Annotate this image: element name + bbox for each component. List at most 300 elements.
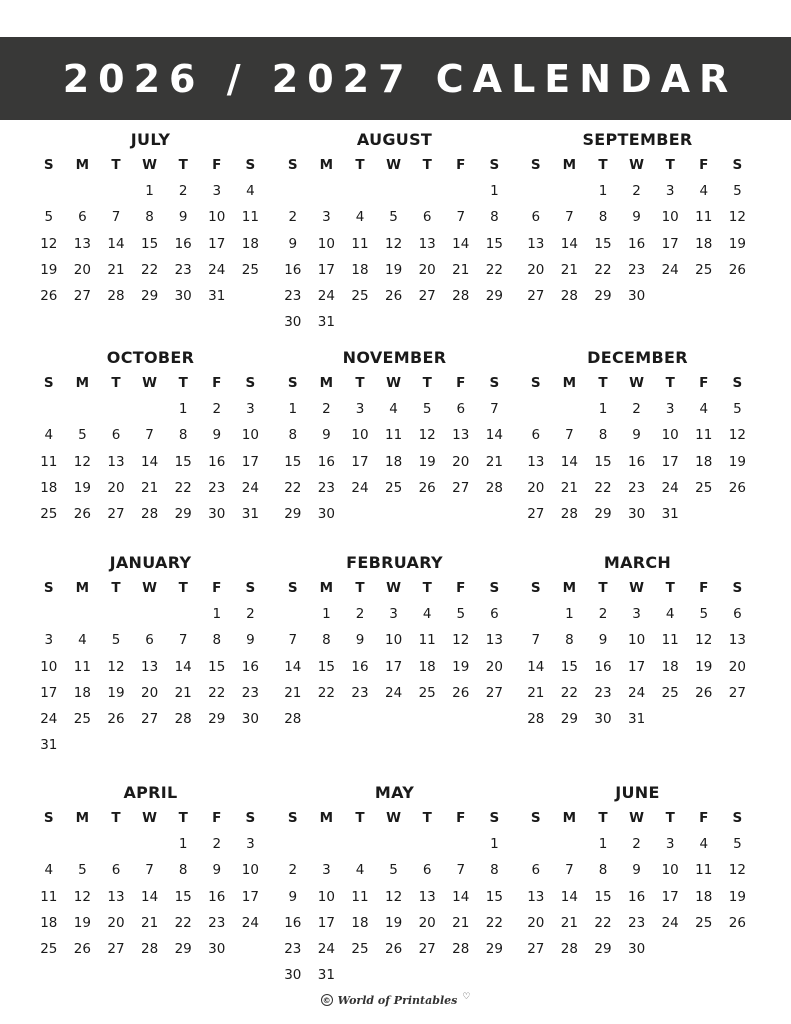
day-number: 23 — [284, 941, 302, 958]
day-number: 2 — [288, 209, 298, 226]
weekday-header: S — [489, 580, 500, 597]
day-number: 9 — [178, 209, 188, 226]
day-number: 29 — [140, 288, 159, 305]
day-number: 3 — [632, 606, 641, 623]
month-name: FEBRUARY — [346, 553, 443, 572]
day-number: 29 — [485, 941, 503, 958]
weekday-header: T — [178, 375, 188, 392]
empty-day — [99, 831, 133, 857]
day-number: 10 — [241, 862, 259, 879]
day-number: 28 — [140, 506, 159, 523]
day-number: 14 — [140, 453, 159, 470]
day-number: 23 — [284, 288, 302, 305]
weekday-header: S — [530, 810, 541, 827]
day-number: 27 — [728, 684, 746, 701]
weekday-header: W — [629, 375, 645, 392]
day-number: 6 — [422, 209, 432, 226]
day-number: 17 — [661, 235, 679, 252]
day-number: 4 — [355, 862, 365, 879]
day-number: 7 — [145, 427, 154, 444]
month-name: APRIL — [123, 783, 178, 802]
empty-day — [32, 601, 66, 627]
day-number: 24 — [317, 288, 335, 305]
day-number: 30 — [174, 288, 192, 305]
month-name: AUGUST — [356, 130, 433, 149]
day-number: 5 — [389, 862, 398, 879]
day-number: 1 — [490, 836, 499, 853]
day-number: 25 — [695, 914, 713, 931]
day-number: 17 — [40, 684, 58, 701]
month-name: SEPTEMBER — [582, 130, 693, 149]
day-number: 18 — [40, 479, 58, 496]
empty-day — [166, 601, 200, 627]
empty-day — [99, 178, 133, 204]
day-number: 17 — [241, 888, 259, 905]
day-number: 24 — [661, 479, 679, 496]
empty-day — [99, 601, 133, 627]
day-number: 6 — [422, 862, 432, 879]
day-number: 1 — [288, 401, 298, 418]
day-number: 7 — [490, 401, 499, 418]
day-number: 30 — [317, 506, 335, 523]
day-number: 29 — [560, 711, 578, 728]
day-number: 15 — [208, 658, 226, 675]
day-number: 15 — [594, 453, 612, 470]
empty-day — [444, 831, 478, 857]
day-number: 18 — [241, 235, 259, 252]
day-number: 25 — [241, 261, 259, 278]
day-number: 12 — [73, 453, 91, 470]
day-number: 10 — [351, 427, 369, 444]
month-name: JULY — [130, 130, 171, 149]
empty-day — [343, 831, 377, 857]
weekday-header: T — [598, 810, 608, 827]
day-number: 2 — [212, 836, 222, 853]
weekday-header: T — [665, 580, 675, 597]
day-number: 22 — [284, 479, 302, 496]
weekday-header: M — [319, 810, 334, 827]
day-number: 20 — [73, 261, 91, 278]
day-number: 22 — [174, 914, 192, 931]
day-number: 10 — [384, 632, 403, 649]
day-number: 12 — [384, 235, 403, 252]
day-number: 22 — [174, 479, 192, 496]
day-number: 3 — [246, 836, 255, 853]
day-number: 5 — [733, 836, 742, 853]
empty-day — [310, 178, 344, 204]
day-number: 2 — [178, 183, 188, 200]
weekday-header: T — [111, 580, 121, 597]
day-number: 28 — [452, 941, 470, 958]
day-number: 20 — [140, 684, 159, 701]
brand-name: World of Printables — [337, 993, 458, 1007]
day-number: 19 — [73, 479, 91, 496]
day-number: 26 — [695, 684, 713, 701]
day-number: 28 — [560, 288, 578, 305]
day-number: 31 — [317, 967, 335, 984]
weekday-header: T — [355, 157, 365, 174]
day-number: 14 — [140, 888, 159, 905]
day-number: 25 — [40, 506, 58, 523]
day-number: 18 — [661, 658, 679, 675]
day-number: 15 — [140, 235, 159, 252]
day-number: 20 — [452, 453, 470, 470]
day-number: 26 — [73, 941, 91, 958]
day-number: 27 — [107, 506, 125, 523]
month-name: MARCH — [603, 553, 672, 572]
day-number: 26 — [728, 914, 746, 931]
day-number: 19 — [73, 914, 91, 931]
page-title: 2026 / 2027 CALENDAR — [62, 56, 738, 101]
weekday-header: T — [111, 810, 121, 827]
day-number: 16 — [594, 658, 612, 675]
day-number: 11 — [351, 888, 369, 905]
day-number: 26 — [40, 288, 58, 305]
day-number: 31 — [317, 314, 335, 331]
day-number: 15 — [560, 658, 578, 675]
day-number: 6 — [111, 427, 121, 444]
weekday-header: S — [43, 810, 54, 827]
month-april — [32, 781, 269, 962]
day-number: 20 — [107, 479, 125, 496]
day-number: 1 — [598, 836, 608, 853]
day-grid — [32, 152, 269, 309]
day-number: 28 — [107, 288, 125, 305]
day-number: 30 — [627, 506, 646, 523]
day-number: 6 — [78, 209, 87, 226]
day-number: 27 — [452, 479, 470, 496]
day-number: 31 — [661, 506, 679, 523]
weekday-header: M — [75, 375, 90, 392]
day-number: 3 — [44, 632, 54, 649]
day-number: 7 — [565, 209, 574, 226]
weekday-header: F — [456, 375, 466, 392]
day-number: 31 — [627, 711, 646, 728]
empty-day — [343, 178, 377, 204]
day-number: 11 — [351, 235, 369, 252]
day-number: 4 — [44, 862, 54, 879]
day-number: 21 — [140, 479, 159, 496]
day-number: 7 — [456, 209, 466, 226]
day-number: 21 — [452, 261, 470, 278]
weekday-header: S — [287, 157, 298, 174]
day-number: 24 — [40, 711, 58, 728]
weekday-header: F — [456, 580, 466, 597]
weekday-header: M — [75, 810, 90, 827]
day-number: 11 — [661, 632, 679, 649]
weekday-header: T — [665, 375, 675, 392]
day-number: 26 — [418, 479, 436, 496]
day-number: 27 — [418, 941, 436, 958]
day-number: 19 — [728, 453, 746, 470]
day-number: 24 — [241, 479, 259, 496]
day-number: 23 — [317, 479, 335, 496]
day-number: 1 — [598, 183, 608, 200]
day-number: 25 — [351, 288, 369, 305]
day-number: 30 — [284, 967, 302, 984]
day-number: 8 — [598, 862, 608, 879]
weekday-header: S — [732, 580, 743, 597]
day-number: 14 — [452, 235, 470, 252]
day-number: 11 — [695, 209, 713, 226]
empty-day — [519, 396, 553, 422]
day-number: 27 — [73, 288, 91, 305]
empty-day — [66, 601, 100, 627]
day-number: 10 — [627, 632, 646, 649]
day-grid — [519, 575, 756, 732]
day-number: 4 — [422, 606, 432, 623]
day-number: 21 — [560, 261, 578, 278]
day-number: 25 — [418, 684, 436, 701]
day-number: 20 — [485, 658, 503, 675]
day-number: 1 — [490, 183, 499, 200]
day-number: 11 — [73, 658, 91, 675]
day-number: 23 — [627, 914, 646, 931]
weekday-header: S — [489, 375, 500, 392]
day-number: 7 — [565, 862, 574, 879]
day-number: 17 — [627, 658, 646, 675]
month-name: JUNE — [615, 783, 660, 802]
weekday-header: T — [422, 810, 432, 827]
day-number: 8 — [565, 632, 574, 649]
day-number: 17 — [317, 914, 335, 931]
day-number: 31 — [40, 737, 58, 754]
day-number: 2 — [246, 606, 255, 623]
day-number: 24 — [627, 684, 646, 701]
day-number: 26 — [452, 684, 470, 701]
day-number: 27 — [418, 288, 436, 305]
day-number: 2 — [212, 401, 222, 418]
day-number: 18 — [695, 235, 713, 252]
day-number: 31 — [241, 506, 259, 523]
empty-day — [377, 831, 411, 857]
weekday-header: M — [319, 157, 334, 174]
day-number: 9 — [246, 632, 255, 649]
day-number: 25 — [695, 479, 713, 496]
day-number: 13 — [485, 632, 503, 649]
weekday-header: W — [142, 375, 158, 392]
day-number: 24 — [241, 914, 259, 931]
weekday-header: T — [598, 375, 608, 392]
weekday-header: W — [386, 157, 402, 174]
empty-day — [133, 831, 167, 857]
footer — [0, 990, 791, 1010]
day-number: 15 — [594, 235, 612, 252]
weekday-header: W — [386, 580, 402, 597]
weekday-header: W — [629, 580, 645, 597]
day-number: 4 — [246, 183, 255, 200]
month-name: NOVEMBER — [342, 348, 447, 367]
day-number: 11 — [384, 427, 403, 444]
day-number: 10 — [241, 427, 259, 444]
weekday-header: S — [245, 375, 256, 392]
day-number: 6 — [531, 427, 541, 444]
day-number: 19 — [107, 684, 125, 701]
empty-day — [133, 396, 167, 422]
day-number: 31 — [208, 288, 226, 305]
day-number: 8 — [178, 862, 188, 879]
day-number: 19 — [40, 261, 58, 278]
day-number: 24 — [317, 941, 335, 958]
month-name: OCTOBER — [106, 348, 195, 367]
day-number: 18 — [695, 453, 713, 470]
day-number: 23 — [594, 684, 612, 701]
empty-day — [276, 601, 310, 627]
empty-day — [276, 178, 310, 204]
day-number: 9 — [212, 862, 222, 879]
weekday-header: T — [422, 580, 432, 597]
day-number: 19 — [728, 888, 746, 905]
day-number: 30 — [241, 711, 259, 728]
weekday-header: T — [111, 157, 121, 174]
day-number: 8 — [288, 427, 298, 444]
day-number: 17 — [241, 453, 259, 470]
day-number: 12 — [695, 632, 713, 649]
day-number: 5 — [78, 862, 87, 879]
day-number: 1 — [145, 183, 154, 200]
day-number: 16 — [627, 235, 646, 252]
weekday-header: W — [142, 810, 158, 827]
day-number: 7 — [531, 632, 541, 649]
month-december — [519, 346, 756, 527]
day-number: 12 — [728, 862, 746, 879]
day-number: 13 — [527, 453, 545, 470]
empty-day — [66, 831, 100, 857]
day-number: 24 — [384, 684, 403, 701]
weekday-header: S — [43, 157, 54, 174]
empty-day — [410, 831, 444, 857]
weekday-header: S — [287, 580, 298, 597]
month-february — [276, 551, 513, 732]
day-grid — [276, 575, 513, 732]
weekday-header: T — [665, 157, 675, 174]
day-number: 29 — [284, 506, 302, 523]
day-number: 16 — [284, 914, 302, 931]
day-number: 19 — [452, 658, 470, 675]
day-number: 13 — [107, 453, 125, 470]
day-number: 10 — [40, 658, 58, 675]
day-number: 18 — [351, 914, 369, 931]
day-number: 21 — [107, 261, 125, 278]
day-number: 3 — [665, 401, 675, 418]
weekday-header: W — [629, 157, 645, 174]
day-number: 28 — [140, 941, 159, 958]
day-number: 4 — [355, 209, 365, 226]
day-number: 9 — [288, 235, 298, 252]
day-number: 29 — [594, 506, 612, 523]
day-number: 8 — [145, 209, 154, 226]
day-number: 23 — [241, 684, 259, 701]
day-number: 26 — [107, 711, 125, 728]
day-number: 26 — [728, 479, 746, 496]
day-number: 21 — [452, 914, 470, 931]
day-number: 21 — [174, 684, 192, 701]
weekday-header: M — [319, 580, 334, 597]
day-number: 12 — [40, 235, 58, 252]
day-number: 8 — [490, 862, 499, 879]
day-number: 10 — [661, 862, 679, 879]
day-number: 12 — [728, 427, 746, 444]
day-number: 12 — [384, 888, 403, 905]
day-number: 2 — [632, 401, 641, 418]
day-number: 3 — [355, 401, 365, 418]
day-number: 19 — [728, 235, 746, 252]
day-number: 25 — [40, 941, 58, 958]
day-number: 9 — [322, 427, 331, 444]
day-number: 6 — [145, 632, 154, 649]
empty-day — [310, 831, 344, 857]
day-number: 22 — [485, 914, 503, 931]
day-number: 28 — [174, 711, 192, 728]
day-number: 5 — [78, 427, 87, 444]
day-number: 24 — [661, 261, 679, 278]
weekday-header: F — [212, 375, 222, 392]
weekday-header: T — [355, 375, 365, 392]
day-number: 8 — [322, 632, 331, 649]
day-number: 29 — [174, 506, 192, 523]
day-number: 20 — [418, 261, 436, 278]
weekday-header: M — [562, 375, 577, 392]
day-number: 1 — [212, 606, 222, 623]
weekday-header: T — [665, 810, 675, 827]
day-number: 13 — [527, 235, 545, 252]
weekday-header: S — [489, 157, 500, 174]
day-number: 16 — [284, 261, 302, 278]
day-number: 18 — [351, 261, 369, 278]
weekday-header: S — [732, 157, 743, 174]
empty-day — [444, 178, 478, 204]
day-number: 30 — [594, 711, 612, 728]
weekday-header: T — [355, 810, 365, 827]
day-number: 18 — [384, 453, 403, 470]
empty-day — [32, 178, 66, 204]
day-number: 5 — [44, 209, 54, 226]
day-number: 28 — [284, 711, 302, 728]
day-number: 7 — [145, 862, 154, 879]
day-number: 7 — [111, 209, 121, 226]
empty-day — [133, 601, 167, 627]
day-number: 15 — [317, 658, 335, 675]
day-number: 21 — [485, 453, 503, 470]
day-number: 20 — [418, 914, 436, 931]
day-number: 20 — [728, 658, 746, 675]
empty-day — [553, 396, 587, 422]
weekday-header: F — [212, 157, 222, 174]
empty-day — [553, 178, 587, 204]
weekday-header: W — [142, 157, 158, 174]
day-number: 29 — [594, 941, 612, 958]
day-number: 30 — [208, 506, 226, 523]
day-number: 24 — [208, 261, 226, 278]
day-number: 3 — [322, 209, 331, 226]
day-number: 30 — [627, 941, 646, 958]
day-number: 17 — [384, 658, 403, 675]
weekday-header: S — [530, 157, 541, 174]
empty-day — [410, 178, 444, 204]
day-number: 20 — [527, 261, 545, 278]
weekday-header: W — [629, 810, 645, 827]
day-number: 5 — [699, 606, 709, 623]
day-number: 4 — [44, 427, 54, 444]
day-number: 22 — [485, 261, 503, 278]
weekday-header: T — [422, 375, 432, 392]
day-number: 4 — [699, 836, 709, 853]
day-number: 24 — [661, 914, 679, 931]
day-number: 15 — [485, 235, 503, 252]
day-number: 25 — [384, 479, 403, 496]
day-number: 10 — [317, 888, 335, 905]
day-number: 25 — [351, 941, 369, 958]
